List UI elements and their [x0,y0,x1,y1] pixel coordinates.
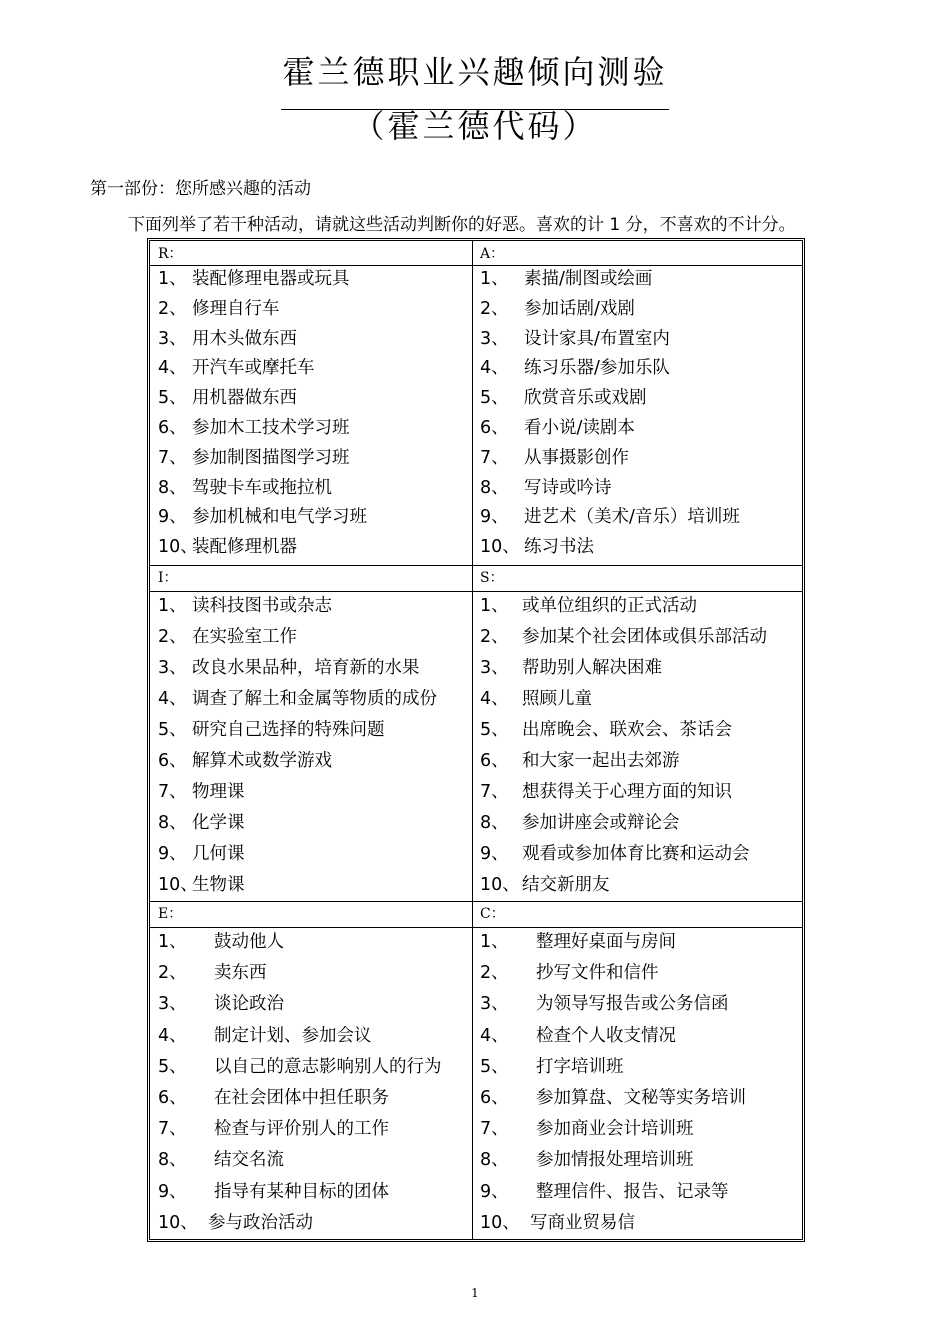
category-label: A： [480,246,505,262]
category-label: R： [158,246,183,262]
activity-item [480,839,798,870]
item-number: 8、 [480,477,509,498]
activity-item [480,684,798,715]
activity-item [480,1021,798,1052]
activity-item [480,503,798,533]
item-number: 2、 [158,627,187,647]
activity-item [158,265,476,295]
item-number: 2、 [158,298,187,319]
item-number: 6、 [158,1087,187,1108]
activity-item [158,839,476,870]
activity-item [480,958,798,989]
item-text: 指导有某种目标的团体 [214,1181,389,1202]
item-number: 10、 [158,1212,198,1233]
activity-item [480,989,798,1020]
item-text: 参与政治活动 [208,1212,313,1233]
activity-item [480,1208,798,1239]
activity-item [158,354,476,384]
item-number: 2、 [480,627,509,647]
item-text: 驾驶卡车或拖拉机 [192,477,332,498]
item-number: 9、 [158,507,187,528]
activity-item [158,746,476,777]
activity-item [158,1177,476,1208]
item-text: 卖东西 [214,963,267,984]
activity-item [480,295,798,325]
activity-item [480,1145,798,1176]
item-number: 10、 [480,537,520,558]
item-text: 看小说/读剧本 [524,417,635,438]
part-label: 第一部份：您所感兴趣的活动 [90,179,311,199]
activity-item [480,265,798,295]
item-number: 10、 [158,875,198,895]
activity-item [158,591,476,622]
item-text: 鼓动他人 [214,932,284,952]
item-number: 3、 [480,658,509,678]
category-label: C： [480,906,505,922]
item-text: 用机器做东西 [192,388,297,409]
item-text: 参加木工技术学习班 [192,417,350,438]
item-text: 整理信件、报告、记录等 [536,1181,729,1202]
activity-item [158,1052,476,1083]
activity-item [158,958,476,989]
activity-item [158,622,476,653]
activity-item [480,777,798,808]
item-text: 进艺术（美术/音乐）培训班 [524,507,740,528]
item-text: 调查了解土和金属等物质的成份 [192,689,437,709]
item-number: 3、 [480,994,509,1015]
activity-item [158,870,476,901]
item-text: 几何课 [192,844,245,864]
item-number: 3、 [480,328,509,349]
item-number: 6、 [158,417,187,438]
item-text: 欣赏音乐或戏剧 [524,388,647,409]
item-number: 5、 [158,720,187,740]
item-text: 照顾儿童 [522,689,592,709]
item-text: 观看或参加体育比赛和运动会 [522,844,750,864]
item-text: 练习书法 [524,537,594,558]
item-text: 修理自行车 [192,298,280,319]
item-number: 10、 [480,1212,520,1233]
item-text: 想获得关于心理方面的知识 [522,782,732,802]
item-text: 打字培训班 [536,1056,624,1077]
page-title: 霍兰德职业兴趣倾向测验 [282,53,668,91]
item-number: 1、 [158,932,187,952]
activity-item [158,684,476,715]
item-number: 2、 [480,298,509,319]
category-items [158,927,476,1239]
item-text: 结交新朋友 [522,875,610,895]
item-text: 整理好桌面与房间 [536,932,676,952]
item-text: 在社会团体中担任职务 [214,1087,389,1108]
item-text: 从事摄影创作 [524,447,629,468]
category-items [480,927,798,1239]
item-number: 4、 [480,689,509,709]
item-number: 9、 [480,844,509,864]
item-text: 检查个人收支情况 [536,1025,676,1046]
item-number: 3、 [158,994,187,1015]
item-number: 1、 [480,269,509,289]
activity-item [480,1177,798,1208]
item-number: 1、 [158,269,187,289]
activity-item [480,653,798,684]
item-text: 参加话剧/戏剧 [524,298,635,319]
activity-item [480,474,798,504]
item-text: 写商业贸易信 [530,1212,635,1233]
item-number: 6、 [480,1087,509,1108]
activity-item [158,1145,476,1176]
item-text: 设计家具/布置室内 [524,328,670,349]
activity-item [480,325,798,355]
item-number: 7、 [480,782,509,802]
item-number: 9、 [158,1181,187,1202]
activity-item [480,622,798,653]
activity-item [158,989,476,1020]
item-text: 结交名流 [214,1150,284,1171]
item-text: 物理课 [192,782,245,802]
category-items [480,265,798,563]
activity-item [158,777,476,808]
item-number: 9、 [480,1181,509,1202]
activity-item [480,1114,798,1145]
item-text: 和大家一起出去郊游 [522,751,680,771]
activity-item [158,384,476,414]
activity-item [158,325,476,355]
category-items [158,265,476,563]
section-top-rule [150,565,802,566]
activity-item [480,715,798,746]
item-number: 10、 [158,537,198,558]
item-number: 4、 [480,1025,509,1046]
item-text: 出席晚会、联欢会、茶话会 [522,720,732,740]
item-number: 4、 [158,1025,187,1046]
activity-item [158,1114,476,1145]
item-text: 为领导写报告或公务信函 [536,994,729,1015]
activity-item [480,927,798,958]
item-number: 10、 [480,875,520,895]
item-text: 在实验室工作 [192,627,297,647]
item-text: 解算术或数学游戏 [192,751,332,771]
activity-item [480,444,798,474]
item-text: 写诗或吟诗 [524,477,612,498]
item-number: 7、 [158,447,187,468]
activity-item [480,1083,798,1114]
item-number: 8、 [158,477,187,498]
item-number: 8、 [158,813,187,833]
item-number: 8、 [480,813,509,833]
activity-item [480,808,798,839]
section-top-rule [150,901,802,902]
item-number: 1、 [480,932,509,952]
item-text: 参加算盘、文秘等实务培训 [536,1087,746,1108]
item-number: 5、 [158,388,187,409]
item-number: 7、 [158,782,187,802]
item-number: 4、 [158,358,187,379]
category-label: I： [158,570,178,586]
activity-item [158,1208,476,1239]
item-number: 5、 [158,1056,187,1077]
item-number: 5、 [480,720,509,740]
item-text: 参加机械和电气学习班 [192,507,367,528]
item-text: 开汽车或摩托车 [192,358,315,379]
activity-item [158,414,476,444]
intro-text: 下面列举了若干种活动，请就这些活动判断你的好恶。喜欢的计 1 分，不喜欢的不计分。 [128,215,796,235]
activity-item [158,1083,476,1114]
item-number: 7、 [158,1119,187,1140]
item-number: 9、 [158,844,187,864]
item-number: 6、 [480,751,509,771]
item-number: 3、 [158,658,187,678]
activity-item [158,444,476,474]
activity-item [480,591,798,622]
item-number: 6、 [480,417,509,438]
activity-item [158,533,476,563]
item-text: 或单位组织的正式活动 [522,596,697,616]
item-number: 8、 [480,1150,509,1171]
item-text: 化学课 [192,813,245,833]
page-subtitle: （霍兰德代码） [352,107,598,145]
activity-item [480,384,798,414]
category-items [158,591,476,901]
item-text: 参加商业会计培训班 [536,1119,694,1140]
item-text: 读科技图书或杂志 [192,596,332,616]
item-number: 8、 [158,1150,187,1171]
item-text: 参加讲座会或辩论会 [522,813,680,833]
item-number: 2、 [480,963,509,984]
item-text: 参加情报处理培训班 [536,1150,694,1171]
item-number: 7、 [480,447,509,468]
item-number: 7、 [480,1119,509,1140]
item-text: 研究自己选择的特殊问题 [192,720,385,740]
item-number: 3、 [158,328,187,349]
activity-item [158,653,476,684]
activity-item [480,746,798,777]
item-text: 参加某个社会团体或俱乐部活动 [522,627,767,647]
item-number: 1、 [158,596,187,616]
item-text: 帮助别人解决困难 [522,658,662,678]
activity-item [480,1052,798,1083]
item-text: 装配修理电器或玩具 [192,269,350,289]
item-text: 用木头做东西 [192,328,297,349]
item-text: 谈论政治 [214,994,284,1015]
item-number: 4、 [480,358,509,379]
activity-table [149,240,803,1240]
item-text: 抄写文件和信件 [536,963,659,984]
page-number: 1 [471,1286,479,1300]
item-number: 2、 [158,963,187,984]
item-number: 5、 [480,1056,509,1077]
item-number: 5、 [480,388,509,409]
activity-item [158,474,476,504]
category-label: S： [480,570,504,586]
item-text: 装配修理机器 [192,537,297,558]
activity-item [158,715,476,746]
item-number: 6、 [158,751,187,771]
activity-item [158,927,476,958]
item-text: 参加制图描图学习班 [192,447,350,468]
activity-item [158,295,476,325]
activity-item [480,354,798,384]
item-text: 以自己的意志影响别人的行为 [214,1056,442,1077]
category-items [480,591,798,901]
item-text: 生物课 [192,875,245,895]
category-label: E： [158,906,183,922]
item-number: 9、 [480,507,509,528]
activity-item [480,533,798,563]
item-number: 4、 [158,689,187,709]
item-text: 检查与评价别人的工作 [214,1119,389,1140]
item-number: 1、 [480,596,509,616]
activity-item [158,503,476,533]
item-text: 改良水果品种，培育新的水果 [192,658,420,678]
activity-item [158,1021,476,1052]
item-text: 制定计划、参加会议 [214,1025,372,1046]
item-text: 练习乐器/参加乐队 [524,358,670,379]
activity-item [480,414,798,444]
activity-item [480,870,798,901]
item-text: 素描/制图或绘画 [524,269,653,289]
activity-item [158,808,476,839]
